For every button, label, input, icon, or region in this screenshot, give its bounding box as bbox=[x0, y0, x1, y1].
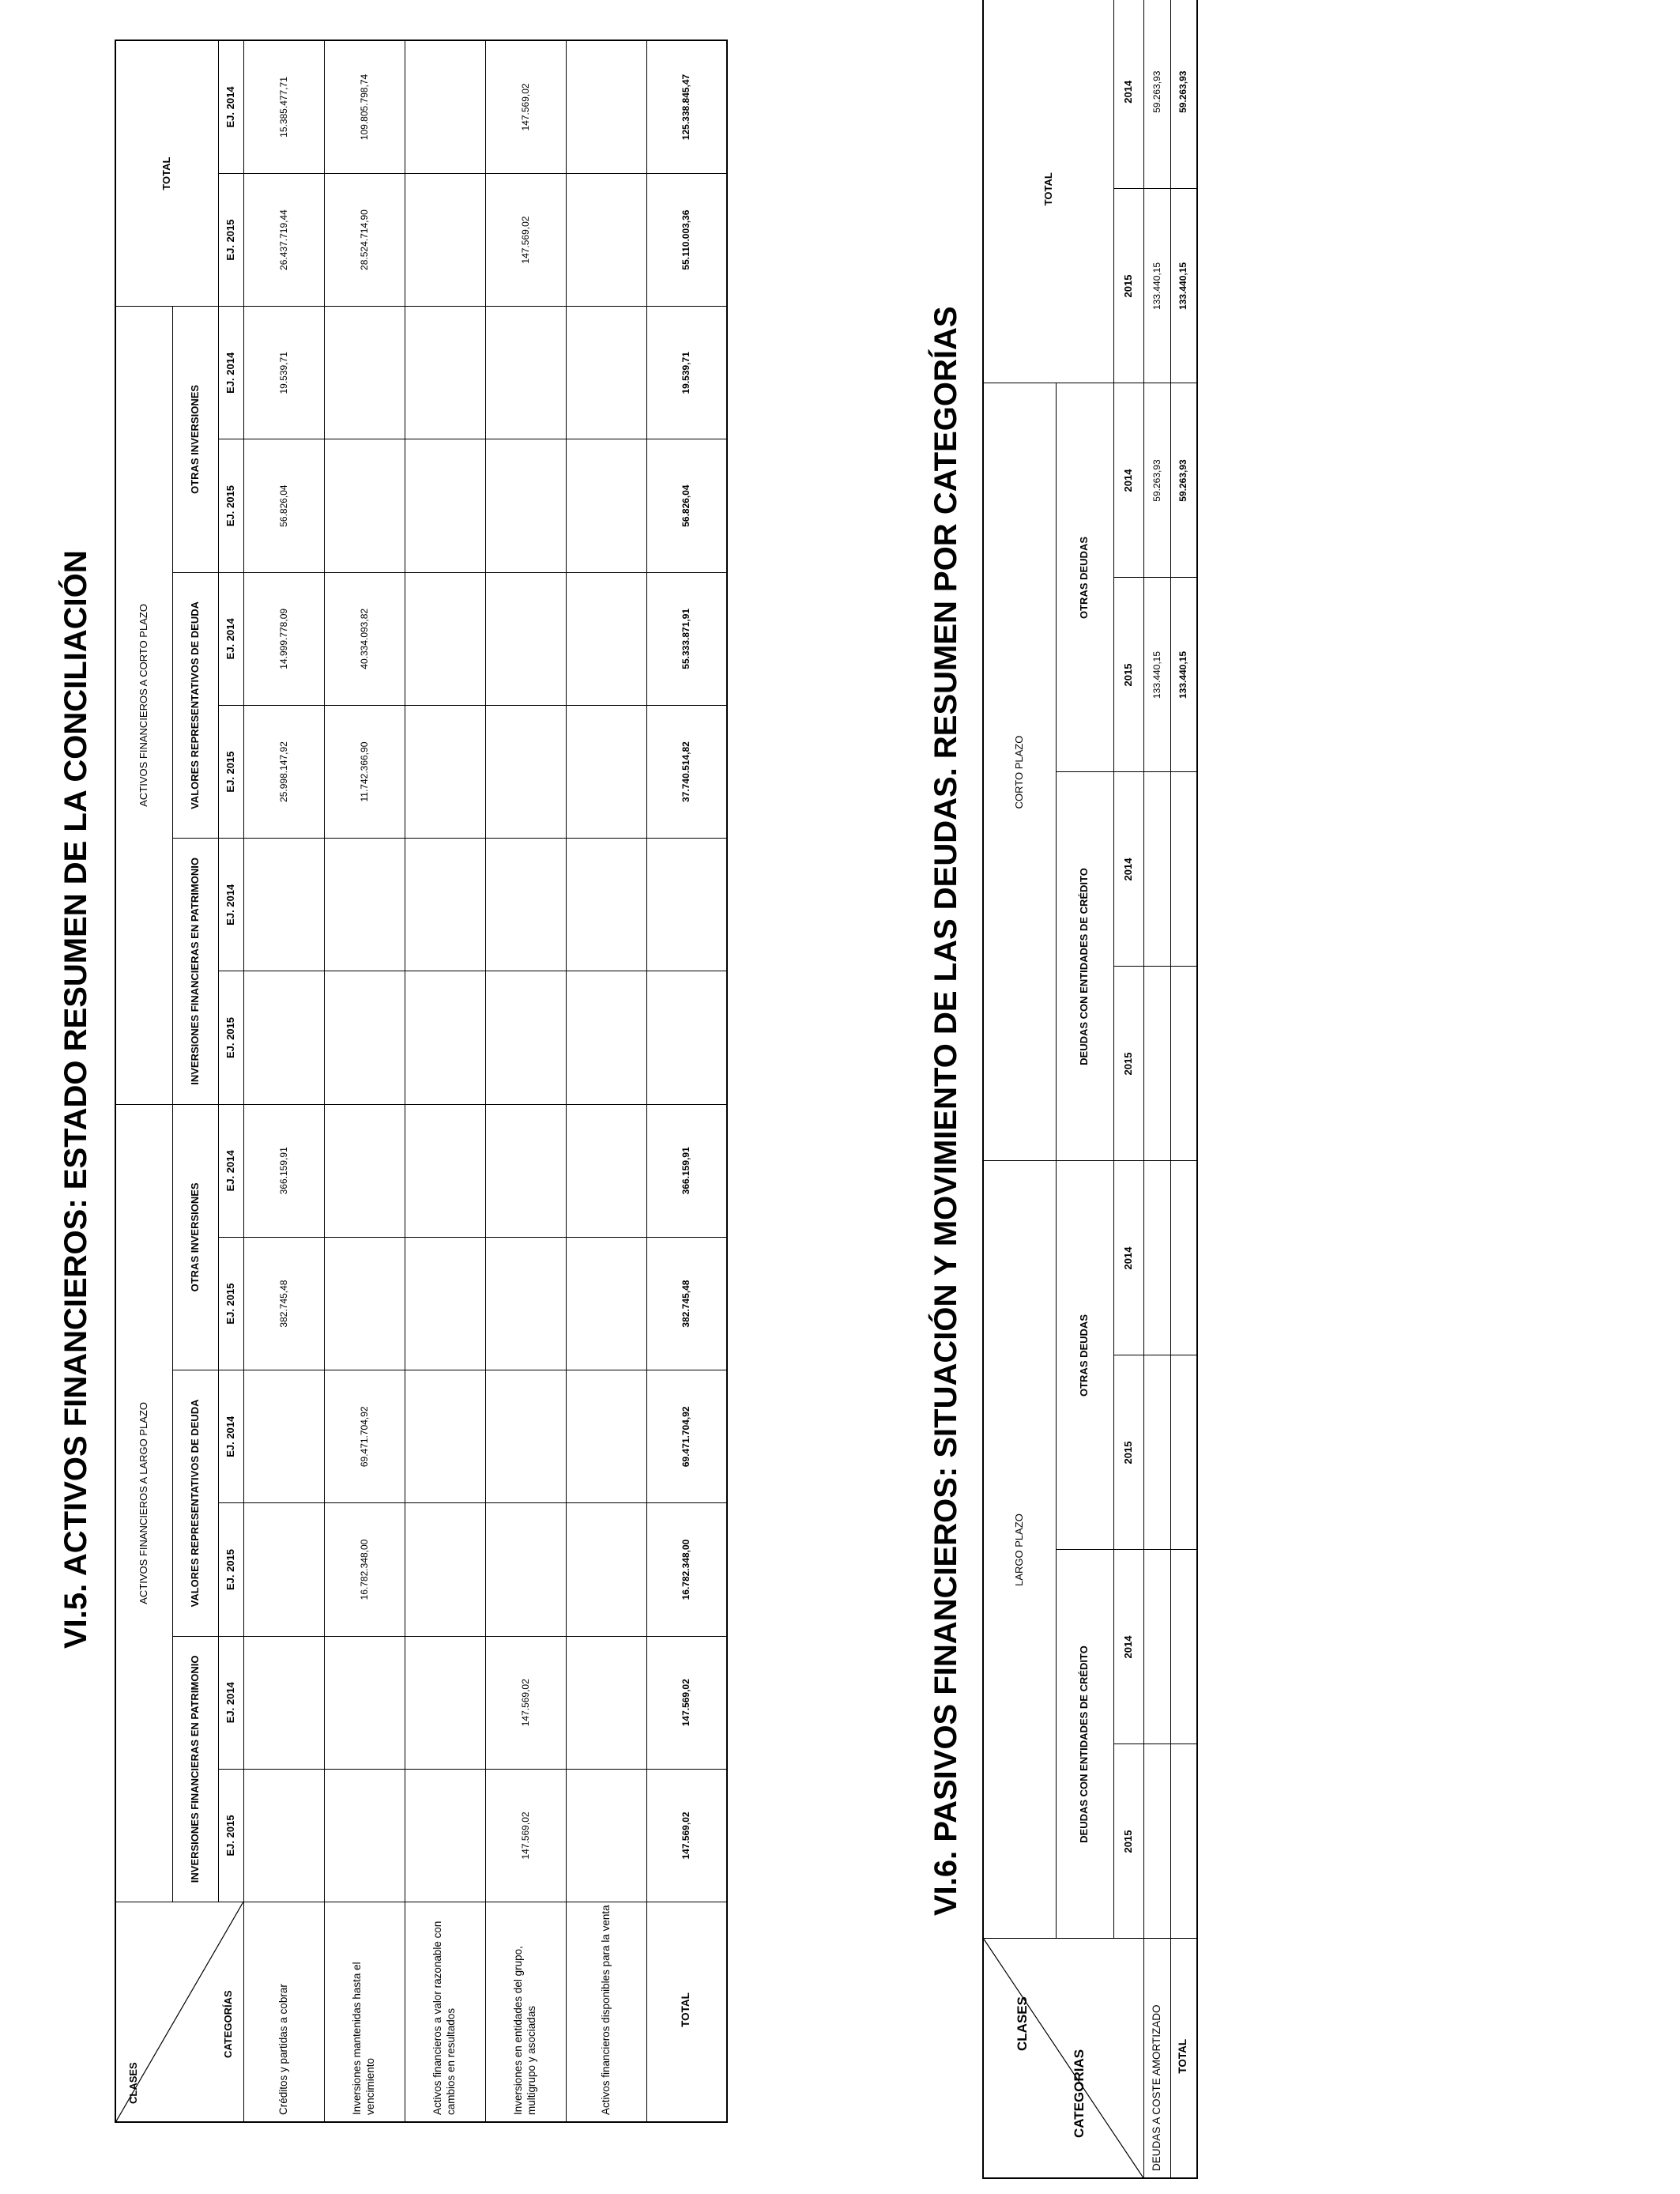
vi5-year-header: EJ. 2014 bbox=[218, 1636, 243, 1769]
vi6-sub-lp-otras: OTRAS DEUDAS bbox=[1056, 1161, 1113, 1550]
value-cell bbox=[1143, 772, 1170, 967]
category-label: Activos financieros a valor razonable con cambios en resultados bbox=[405, 1902, 485, 2122]
value-cell: 14.999.778,09 bbox=[243, 572, 324, 705]
vi6-clases-label: CLASES bbox=[1015, 1996, 1030, 2051]
vi6-year-header: 2015 bbox=[1113, 967, 1143, 1161]
value-cell: 25.998.147,92 bbox=[243, 705, 324, 838]
value-cell bbox=[405, 1237, 485, 1370]
value-cell: 147.569,02 bbox=[646, 1769, 727, 1902]
category-label: Créditos y partidas a cobrar bbox=[243, 1902, 324, 2122]
vi5-year-header: EJ. 2015 bbox=[218, 1769, 243, 1902]
vi5-group-total: TOTAL bbox=[115, 40, 218, 307]
value-cell bbox=[324, 307, 405, 439]
table-row bbox=[566, 40, 646, 2122]
vi6-year-header: 2014 bbox=[1113, 1550, 1143, 1744]
vi6-year-header: 2014 bbox=[1113, 383, 1143, 578]
vi6-table bbox=[982, 0, 1198, 2179]
vi5-corner-cell bbox=[115, 1902, 243, 2122]
value-cell bbox=[566, 1636, 646, 1769]
value-cell bbox=[243, 1503, 324, 1636]
value-cell: 366.159,91 bbox=[646, 1104, 727, 1237]
value-cell: 366.159,91 bbox=[243, 1104, 324, 1237]
value-cell bbox=[405, 705, 485, 838]
value-cell bbox=[566, 1104, 646, 1237]
value-cell bbox=[566, 705, 646, 838]
value-cell bbox=[405, 439, 485, 572]
value-cell bbox=[566, 1769, 646, 1902]
value-cell bbox=[1143, 967, 1170, 1161]
value-cell bbox=[485, 971, 566, 1104]
vi6-sub-cp-otras: OTRAS DEUDAS bbox=[1056, 383, 1113, 772]
value-cell: 59.263,93 bbox=[1143, 383, 1170, 578]
category-label: TOTAL bbox=[1170, 1939, 1197, 2178]
vi5-year-header: EJ. 2014 bbox=[218, 40, 243, 173]
value-cell bbox=[1170, 1744, 1197, 1939]
table-row bbox=[1143, 0, 1170, 2178]
value-cell bbox=[405, 572, 485, 705]
vi6-year-header: 2015 bbox=[1113, 1744, 1143, 1939]
value-cell bbox=[1170, 1161, 1197, 1355]
table-row bbox=[243, 40, 324, 2122]
value-cell bbox=[324, 1769, 405, 1902]
value-cell bbox=[243, 1636, 324, 1769]
value-cell: 147.569,02 bbox=[485, 1769, 566, 1902]
vi5-year-header: EJ. 2015 bbox=[218, 1503, 243, 1636]
value-cell bbox=[243, 839, 324, 971]
value-cell bbox=[324, 971, 405, 1104]
value-cell: 59.263,93 bbox=[1143, 0, 1170, 189]
value-cell: 56.826,04 bbox=[243, 439, 324, 572]
value-cell bbox=[566, 971, 646, 1104]
value-cell bbox=[405, 1636, 485, 1769]
value-cell bbox=[566, 1503, 646, 1636]
value-cell: 133.440,15 bbox=[1170, 578, 1197, 772]
value-cell bbox=[405, 1503, 485, 1636]
vi6-year-header: 2015 bbox=[1113, 189, 1143, 383]
value-cell: 59.263,93 bbox=[1170, 383, 1197, 578]
value-cell bbox=[405, 1370, 485, 1503]
value-cell bbox=[485, 705, 566, 838]
value-cell: 11.742.366,90 bbox=[324, 705, 405, 838]
vi6-title: VI.6. PASIVOS FINANCIEROS: SITUACIÓN Y MOVIMIENTO DE LAS DEUDAS. RESUMEN POR CATEGORÍAS bbox=[929, 306, 963, 1916]
vi5-year-header: EJ. 2015 bbox=[218, 1237, 243, 1370]
value-cell: 16.782.348,00 bbox=[646, 1503, 727, 1636]
value-cell: 147.569,02 bbox=[485, 173, 566, 306]
value-cell: 28.524.714,90 bbox=[324, 173, 405, 306]
value-cell bbox=[405, 839, 485, 971]
value-cell bbox=[405, 307, 485, 439]
value-cell bbox=[485, 572, 566, 705]
vi5-sub-lp-valores: VALORES REPRESENTATIVOS DE DEUDA bbox=[172, 1370, 218, 1636]
vi6-sub-cp-entidades: DEUDAS CON ENTIDADES DE CRÉDITO bbox=[1056, 772, 1113, 1161]
vi5-sub-lp-otras: OTRAS INVERSIONES bbox=[172, 1104, 218, 1370]
value-cell: 19.539,71 bbox=[243, 307, 324, 439]
vi5-sub-cp-otras: OTRAS INVERSIONES bbox=[172, 307, 218, 573]
value-cell: 147.569,02 bbox=[485, 1636, 566, 1769]
value-cell: 69.471.704,92 bbox=[646, 1370, 727, 1503]
vi5-year-header: EJ. 2014 bbox=[218, 307, 243, 439]
vi5-year-header: EJ. 2015 bbox=[218, 971, 243, 1104]
value-cell bbox=[485, 839, 566, 971]
value-cell: 40.334.093,82 bbox=[324, 572, 405, 705]
value-cell: 19.539,71 bbox=[646, 307, 727, 439]
table-row bbox=[405, 40, 485, 2122]
vi6-sub-lp-entidades: DEUDAS CON ENTIDADES DE CRÉDITO bbox=[1056, 1550, 1113, 1939]
value-cell bbox=[243, 1370, 324, 1503]
value-cell bbox=[1143, 1550, 1170, 1744]
value-cell: 133.440,15 bbox=[1143, 578, 1170, 772]
value-cell bbox=[1143, 1161, 1170, 1355]
value-cell bbox=[1170, 772, 1197, 967]
value-cell: 56.826,04 bbox=[646, 439, 727, 572]
value-cell: 26.437.719,44 bbox=[243, 173, 324, 306]
vi5-categorias-label: CATEGORÍAS bbox=[222, 1990, 234, 2058]
category-label: Activos financieros disponibles para la venta bbox=[566, 1902, 646, 2122]
value-cell: 133.440,15 bbox=[1170, 189, 1197, 383]
value-cell bbox=[1170, 1355, 1197, 1550]
value-cell bbox=[485, 1503, 566, 1636]
vi5-group-largo-plazo: ACTIVOS FINANCIEROS A LARGO PLAZO bbox=[115, 1104, 172, 1902]
vi6-year-header: 2014 bbox=[1113, 772, 1143, 967]
value-cell bbox=[566, 307, 646, 439]
value-cell: 133.440,15 bbox=[1143, 189, 1170, 383]
total-row bbox=[1170, 0, 1197, 2178]
vi5-sub-cp-valores: VALORES REPRESENTATIVOS DE DEUDA bbox=[172, 572, 218, 838]
vi6-categorias-label: CATEGORIAS bbox=[1072, 2049, 1087, 2138]
value-cell bbox=[324, 439, 405, 572]
value-cell bbox=[243, 971, 324, 1104]
value-cell: 69.471.704,92 bbox=[324, 1370, 405, 1503]
value-cell bbox=[405, 40, 485, 173]
value-cell: 16.782.348,00 bbox=[324, 1503, 405, 1636]
vi5-year-header: EJ. 2014 bbox=[218, 839, 243, 971]
vi6-group-largo-plazo: LARGO PLAZO bbox=[983, 1161, 1056, 1939]
value-cell bbox=[1170, 967, 1197, 1161]
category-label: Inversiones en entidades del grupo, multigrupo y asociadas bbox=[485, 1902, 566, 2122]
value-cell bbox=[1143, 1744, 1170, 1939]
value-cell bbox=[405, 1769, 485, 1902]
vi5-group-corto-plazo: ACTIVOS FINANCIEROS A CORTO PLAZO bbox=[115, 307, 172, 1104]
value-cell bbox=[324, 839, 405, 971]
value-cell bbox=[243, 1769, 324, 1902]
value-cell: 15.385.477,71 bbox=[243, 40, 324, 173]
vi5-sub-lp-patrimonio: INVERSIONES FINANCIERAS EN PATRIMONIO bbox=[172, 1636, 218, 1902]
value-cell bbox=[1170, 1550, 1197, 1744]
value-cell bbox=[324, 1104, 405, 1237]
value-cell bbox=[1143, 1355, 1170, 1550]
value-cell: 55.110.003,36 bbox=[646, 173, 727, 306]
value-cell: 125.338.845,47 bbox=[646, 40, 727, 173]
vi6-group-total: TOTAL bbox=[983, 0, 1113, 383]
value-cell bbox=[566, 439, 646, 572]
category-label: DEUDAS A COSTE AMORTIZADO bbox=[1143, 1939, 1170, 2178]
value-cell bbox=[566, 1370, 646, 1503]
vi5-year-header: EJ. 2014 bbox=[218, 572, 243, 705]
value-cell bbox=[405, 1104, 485, 1237]
value-cell: 59.263,93 bbox=[1170, 0, 1197, 189]
value-cell bbox=[566, 839, 646, 971]
value-cell: 147.569,02 bbox=[646, 1636, 727, 1769]
vi5-table bbox=[115, 40, 728, 2123]
value-cell: 37.740.514,82 bbox=[646, 705, 727, 838]
table-row bbox=[324, 40, 405, 2122]
vi6-year-header: 2014 bbox=[1113, 0, 1143, 189]
value-cell bbox=[566, 572, 646, 705]
value-cell bbox=[324, 1636, 405, 1769]
value-cell: 147.569,02 bbox=[485, 40, 566, 173]
value-cell bbox=[566, 1237, 646, 1370]
value-cell bbox=[566, 40, 646, 173]
value-cell: 382.745,48 bbox=[243, 1237, 324, 1370]
value-cell bbox=[646, 839, 727, 971]
vi5-year-header: EJ. 2015 bbox=[218, 173, 243, 306]
value-cell bbox=[485, 307, 566, 439]
vi6-group-corto-plazo: CORTO PLAZO bbox=[983, 383, 1056, 1161]
vi5-year-header: EJ. 2015 bbox=[218, 439, 243, 572]
vi5-title: VI.5. ACTIVOS FINANCIEROS: ESTADO RESUMEN DE LA CONCILIACIÓN bbox=[58, 550, 93, 1649]
value-cell bbox=[485, 1370, 566, 1503]
value-cell: 109.805.798,74 bbox=[324, 40, 405, 173]
value-cell: 382.745,48 bbox=[646, 1237, 727, 1370]
value-cell bbox=[485, 1104, 566, 1237]
value-cell bbox=[485, 439, 566, 572]
value-cell bbox=[405, 971, 485, 1104]
vi6-year-header: 2015 bbox=[1113, 578, 1143, 772]
vi5-clases-label: CLASES bbox=[127, 2062, 139, 2104]
value-cell bbox=[646, 971, 727, 1104]
vi5-year-header: EJ. 2014 bbox=[218, 1370, 243, 1503]
vi6-year-header: 2015 bbox=[1113, 1355, 1143, 1550]
value-cell bbox=[485, 1237, 566, 1370]
value-cell: 55.333.871,91 bbox=[646, 572, 727, 705]
category-label: TOTAL bbox=[646, 1902, 727, 2122]
vi6-corner-cell bbox=[983, 1939, 1143, 2178]
category-label: Inversiones mantenidas hasta el vencimiento bbox=[324, 1902, 405, 2122]
value-cell bbox=[405, 173, 485, 306]
vi5-year-header: EJ. 2014 bbox=[218, 1104, 243, 1237]
vi5-sub-cp-patrimonio: INVERSIONES FINANCIERAS EN PATRIMONIO bbox=[172, 839, 218, 1104]
table-row bbox=[485, 40, 566, 2122]
total-row bbox=[646, 40, 727, 2122]
value-cell bbox=[566, 173, 646, 306]
vi6-year-header: 2014 bbox=[1113, 1161, 1143, 1355]
vi5-year-header: EJ. 2015 bbox=[218, 705, 243, 838]
value-cell bbox=[324, 1237, 405, 1370]
